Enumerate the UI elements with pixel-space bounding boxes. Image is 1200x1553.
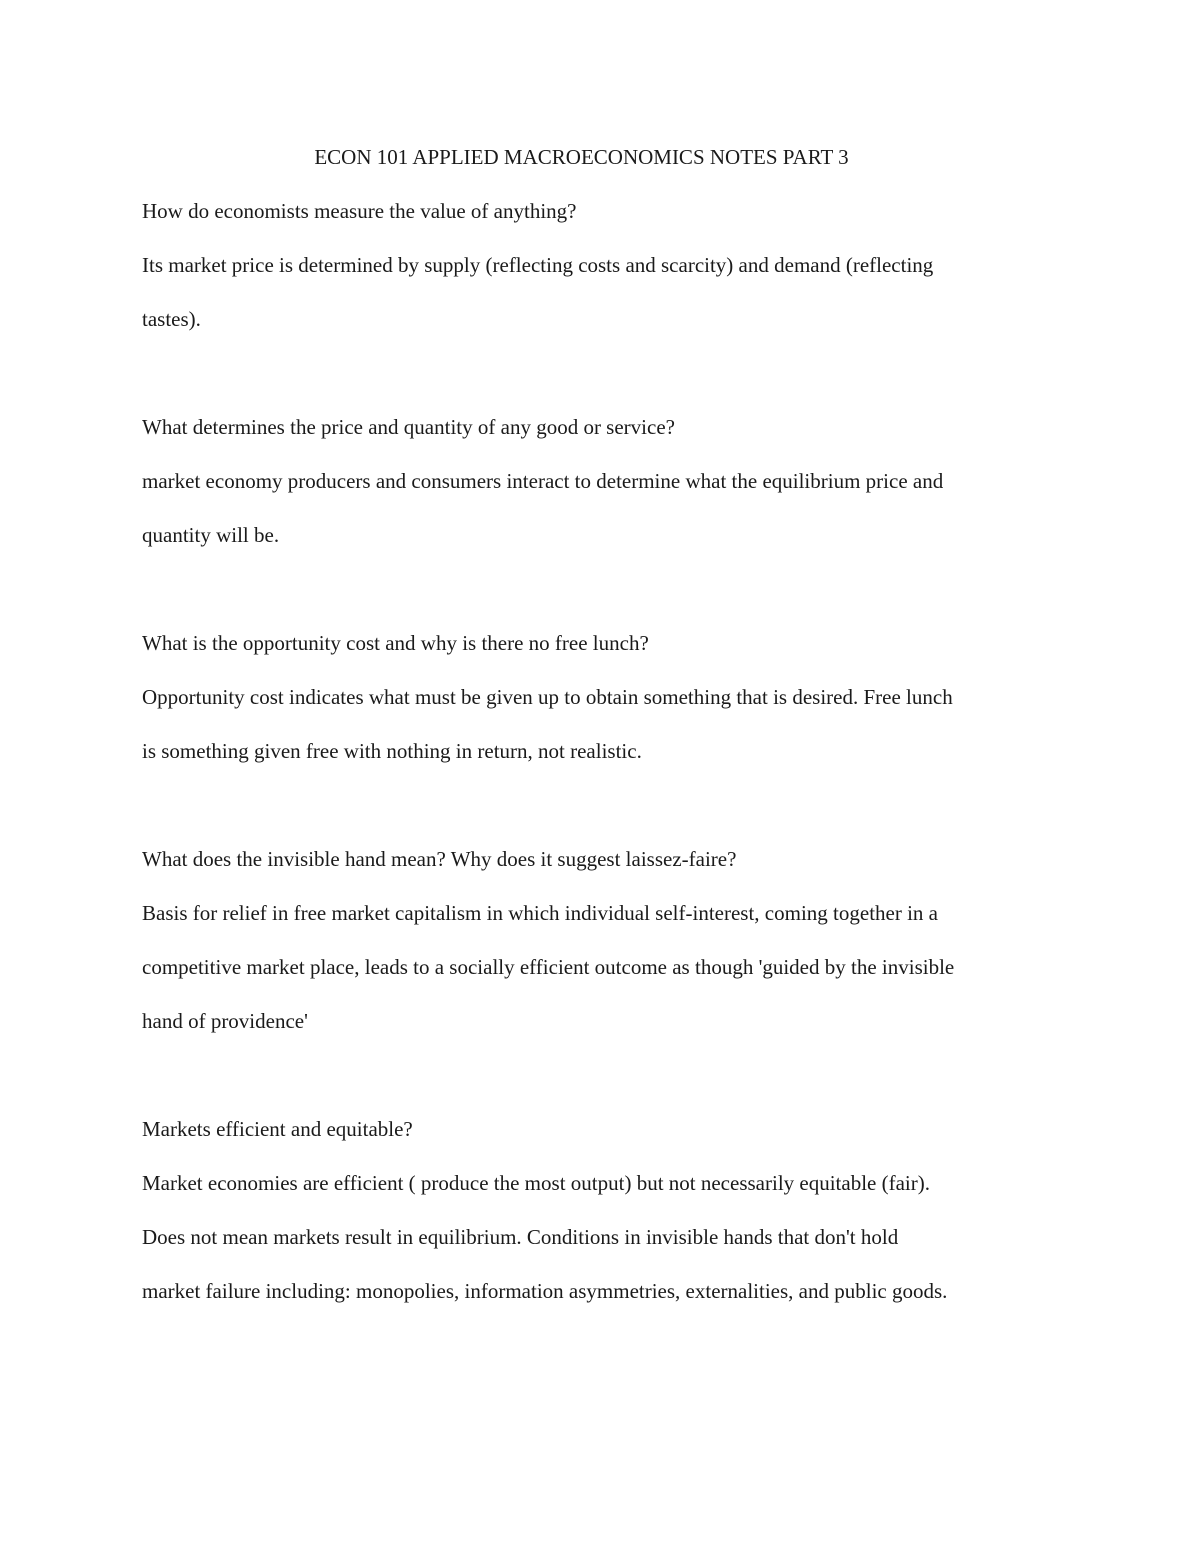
answer-1-line-2: tastes). (142, 307, 201, 331)
answer-5-line-2: Does not mean markets result in equilibrium. Conditions in invisible hands that don't hold (142, 1225, 899, 1249)
question-3: What is the opportunity cost and why is there no free lunch? (142, 631, 649, 655)
question-4: What does the invisible hand mean? Why does it suggest laissez-faire? (142, 847, 737, 871)
question-2: What determines the price and quantity of any good or service? (142, 415, 675, 439)
answer-3-line-2: is something given free with nothing in return, not realistic. (142, 739, 642, 763)
answer-5-line-1: Market economies are efficient ( produce the most output) but not necessarily equitable (fair). (142, 1171, 930, 1195)
question-1: How do economists measure the value of anything? (142, 199, 577, 223)
answer-5-line-3: market failure including: monopolies, information asymmetries, externalities, and public goods. (142, 1279, 948, 1303)
answer-4-line-2: competitive market place, leads to a socially efficient outcome as though 'guided by the invisible (142, 955, 955, 979)
answer-4-line-3: hand of providence' (142, 1009, 308, 1033)
answer-4-line-1: Basis for relief in free market capitalism in which individual self-interest, coming together in a (142, 901, 939, 925)
answer-2-line-2: quantity will be. (142, 523, 280, 547)
answer-3-line-1: Opportunity cost indicates what must be given up to obtain something that is desired. Free lunch (142, 685, 953, 709)
answer-2-line-1: market economy producers and consumers interact to determine what the equilibrium price and (142, 469, 944, 493)
answer-1-line-1: Its market price is determined by supply (reflecting costs and scarcity) and demand (reflecting (142, 253, 934, 277)
document-title: ECON 101 APPLIED MACROECONOMICS NOTES PART 3 (314, 145, 849, 169)
question-5: Markets efficient and equitable? (142, 1117, 413, 1141)
